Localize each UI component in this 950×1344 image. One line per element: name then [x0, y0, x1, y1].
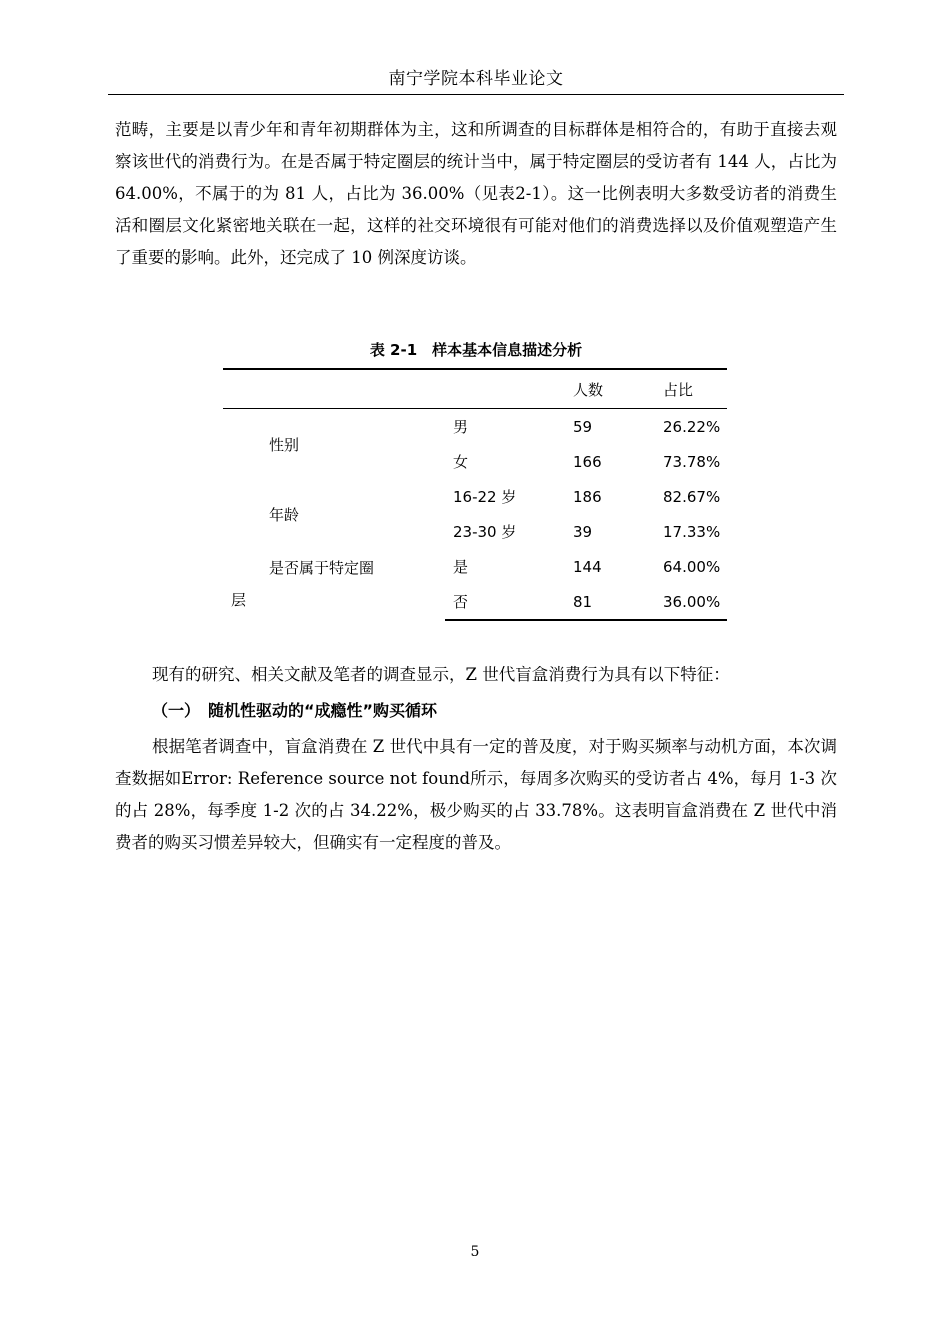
count-cell: 59 [573, 417, 593, 436]
count-cell: 144 [573, 557, 602, 576]
page-header-title: 南宁学院本科毕业论文 [388, 69, 564, 89]
header-empty-cell [223, 369, 445, 409]
count-cell: 186 [573, 487, 602, 506]
percent-cell: 82.67% [663, 487, 721, 506]
paragraph-features: 现有的研究、相关文献及笔者的调查显示，Z 世代盲盒消费行为具有以下特征： [152, 665, 730, 684]
table-row [223, 479, 727, 514]
header-empty-cell [445, 369, 565, 409]
option-cell: 23-30 岁 [453, 523, 517, 541]
sample-info-table [223, 368, 727, 621]
option-cell: 否 [445, 584, 565, 620]
count-cell: 39 [573, 522, 593, 541]
group-label-circle: 是否属于特定圈 [269, 559, 375, 577]
percent-cell: 64.00% [663, 557, 721, 576]
percent-cell: 73.78% [663, 452, 721, 471]
percent-cell: 36.00% [655, 584, 727, 620]
group-label-age: 年龄 [269, 505, 300, 524]
option-cell: 是 [453, 558, 469, 576]
option-cell: 16-22 岁 [453, 488, 517, 506]
table-caption: 表 2-1 样本基本信息描述分析 [369, 341, 583, 359]
table-header-row [223, 369, 727, 409]
header-percent: 占比 [655, 369, 727, 409]
group-label-gender: 性别 [269, 435, 300, 454]
paragraph-frequency: 根据笔者调查中，盲盒消费在 Z 世代中具有一定的普及度，对于购买频率与动机方面，本次调查数据如Error: Reference source not found所示，每周多次购买的受访者占 4%，每月 1-3 次的占 28%，每季度 1-2 次的占 34.22%，极少购买的占 33.78%。这表明盲盒消费在 Z 世代中消费者的购买习惯差异较大，但确实有一定程度的普及。 [115, 737, 837, 852]
header-count: 人数 [565, 369, 655, 409]
header-divider [108, 94, 844, 95]
count-cell: 166 [573, 452, 602, 471]
count-cell: 81 [565, 584, 655, 620]
option-cell: 男 [453, 418, 469, 436]
percent-cell: 17.33% [663, 522, 721, 541]
table-row [223, 549, 727, 584]
section-heading: （一） 随机性驱动的“成瘾性”购买循环 [152, 701, 438, 720]
group-label-wrap: 层 [231, 591, 247, 609]
table-row [223, 409, 727, 445]
paragraph-intro: 范畴，主要是以青少年和青年初期群体为主，这和所调查的目标群体是相符合的，有助于直接去观察该世代的消费行为。在是否属于特定圈层的统计当中，属于特定圈层的受访者有 144 人，占比为 64.00%，不属于的为 81 人，占比为 36.00%（见表2-1）。这一比例表明大多数受访者的消费生活和圈层文化紧密地关联在一起，这样的社交环境很有可能对他们的消费选择以及价值观塑造产生了重要的影响。此外，还完成了 10 例深度访谈。 [115, 120, 837, 267]
option-cell: 女 [453, 453, 469, 471]
percent-cell: 26.22% [663, 417, 721, 436]
page-number: 5 [470, 1244, 480, 1260]
